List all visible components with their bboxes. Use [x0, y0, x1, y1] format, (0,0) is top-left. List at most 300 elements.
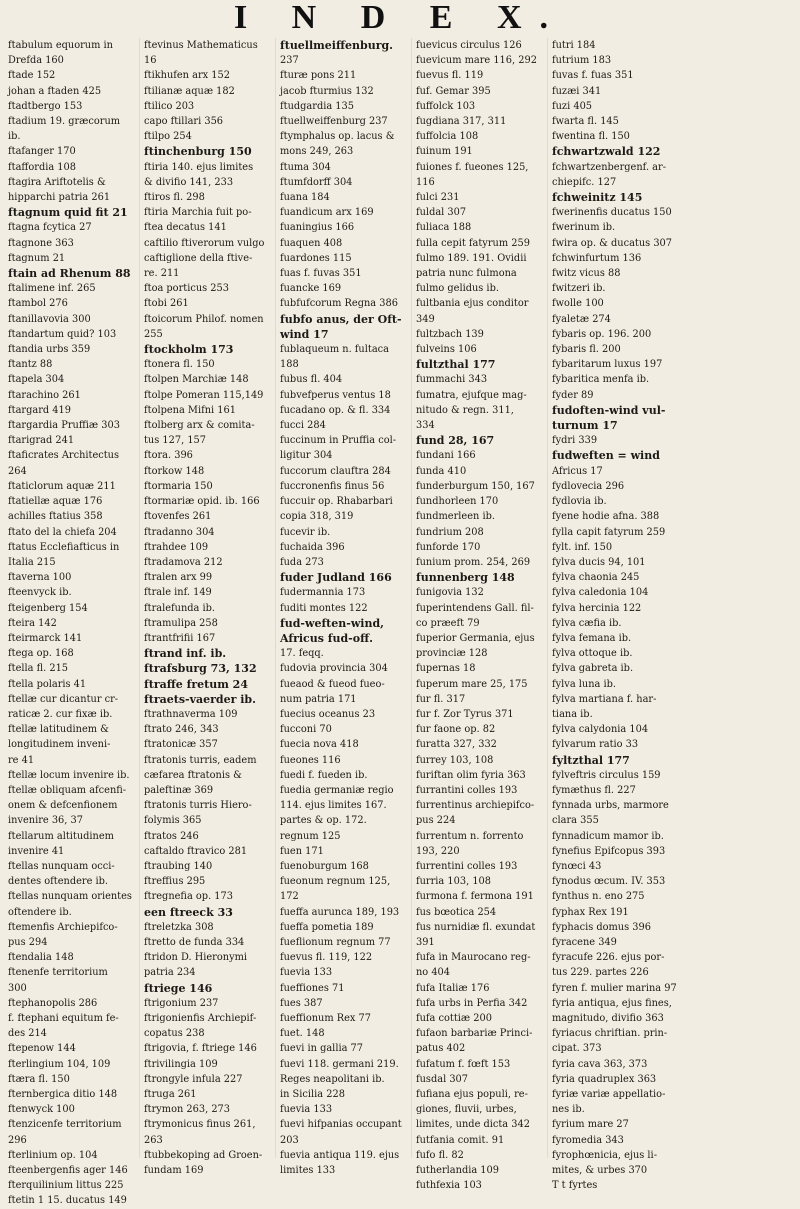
index-entry: fuperum mare 25, 175 [416, 678, 528, 690]
index-entry: fwitz vicus 88 [552, 268, 621, 280]
index-entry: num patria 171 [280, 693, 357, 705]
index-entry: furatta 327, 332 [416, 739, 497, 751]
index-entry: fublaqueum n. fultaca [280, 344, 389, 356]
index-entry: achilles ftatius 358 [8, 511, 103, 523]
index-entry: copia 318, 319 [280, 511, 354, 523]
index-entry: ftiros fl. 298 [144, 192, 205, 204]
index-entry: ftandia urbs 359 [8, 344, 91, 356]
index-entry: fwira op. & ducatus 307 [552, 237, 673, 249]
index-entry: fuevi 118. germani 219. [280, 1058, 399, 1070]
index-entry: ftora. 396 [144, 450, 193, 462]
index-entry: 255 [144, 328, 163, 340]
index-entry: ftrantfrifii 167 [144, 632, 216, 644]
index-entry: fchweinitz 145 [552, 191, 643, 205]
index-entry: fyrium mare 27 [552, 1119, 629, 1131]
index-entry: futri 184 [552, 40, 596, 51]
index-entry: provinciæ 128 [416, 648, 488, 660]
index-entry: fuccinum in Pruffia col- [280, 435, 397, 447]
index-entry: ftramulipa 258 [144, 617, 218, 629]
index-column-5 [550, 38, 683, 1192]
index-entry: fuaningius 166 [280, 222, 355, 234]
index-entry: fuevus fl. 119, 122 [280, 952, 373, 964]
index-entry: 193, 220 [416, 845, 460, 857]
index-entry: ftrymon 263, 273 [144, 1104, 231, 1116]
index-entry: fuana 184 [280, 192, 330, 204]
index-entry: fylvarum ratio 33 [552, 739, 639, 751]
index-entry: fufaon barbariæ Princi- [416, 1028, 533, 1040]
index-entry: fyriacus chriftian. prin- [552, 1028, 668, 1040]
index-entry: ftormaria 150 [144, 480, 213, 492]
index-entry: fundam 169 [144, 1165, 204, 1177]
index-entry: fchwartzenbergenf. ar- [552, 161, 667, 173]
index-entry: ftrigovia, f. ftriege 146 [144, 1043, 257, 1055]
index-entry: 300 [8, 982, 27, 994]
index-entry: ftella fl. 215 [8, 663, 69, 675]
index-entry: limites 133 [280, 1165, 336, 1177]
index-entry: fuiones f. fueones 125, [416, 161, 529, 173]
index-entry: fultzthal 177 [416, 358, 496, 372]
index-entry: ftrahdee 109 [144, 541, 209, 553]
index-entry: ftato del la chiefa 204 [8, 526, 117, 538]
index-entry: fuevia antiqua 119. ejus [280, 1149, 400, 1161]
index-entry: fudovia provincia 304 [280, 663, 388, 675]
index-entry: ftadium 19. græcorum [8, 116, 121, 128]
index-entry: ftafanger 170 [8, 146, 76, 158]
index-entry: invenire 41 [8, 845, 65, 857]
index-entry: ftrivilingia 109 [144, 1058, 218, 1070]
index-entry: ftubbekoping ad Groen- [144, 1149, 263, 1161]
index-entry: fultzbach 139 [416, 328, 484, 340]
index-entry: fylva hercinia 122 [552, 602, 642, 614]
index-entry: ftratonis turris Hiero- [144, 800, 252, 812]
index-entry: fternbergica ditio 148 [8, 1089, 118, 1101]
index-entry: futhfexia 103 [416, 1180, 482, 1192]
index-entry: 264 [8, 465, 27, 477]
index-entry: & divifio 141, 233 [144, 176, 234, 188]
index-entry: fuccorum clauftra 284 [280, 465, 391, 477]
index-entry: f. ftephani equitum fe- [8, 1013, 119, 1024]
index-entry: ftellas nunquam orientes [8, 891, 132, 903]
index-entry: fuzæi 341 [552, 85, 602, 97]
index-entry: ftega op. 168 [8, 648, 74, 660]
index-entry: fynefius Epifcopus 393 [552, 845, 666, 857]
index-entry: ftratonicæ 357 [144, 739, 218, 751]
index-entry: fynœci 43 [552, 860, 602, 872]
index-entry: folymis 365 [144, 815, 202, 827]
index-entry: ftraets-vaerder ib. [144, 692, 256, 706]
index-entry: fugdiana 317, 311 [416, 116, 507, 128]
index-columns [6, 38, 796, 1207]
index-entry: fubus fl. 404 [280, 374, 343, 386]
index-entry: fynnada urbs, marmore [552, 800, 669, 812]
index-entry: fuevicum mare 116, 292 [416, 55, 537, 67]
index-entry: fuenoburgum 168 [280, 860, 369, 872]
index-entry: ftratos 246 [144, 830, 199, 842]
index-entry: ftrafsburg 73, 132 [144, 662, 257, 676]
index-entry: fubvefperus ventus 18 [280, 389, 391, 401]
index-entry: cipat. 373 [552, 1043, 602, 1055]
index-entry: cæfarea ftratonis & [144, 769, 242, 781]
index-entry: fyria antiqua, ejus fines, [552, 997, 672, 1009]
index-entry: fudweften = wind [552, 449, 660, 463]
index-entry: fylt. inf. 150 [552, 541, 613, 553]
index-entry: 296 [8, 1134, 27, 1146]
index-entry: ftellæ cur dicantur cr- [8, 693, 119, 705]
index-entry: T t fyrtes [552, 1180, 598, 1192]
index-entry: fuedi f. fueden ib. [280, 769, 368, 781]
index-entry: ftockholm 173 [144, 343, 234, 357]
index-entry: fynthus n. eno 275 [552, 891, 645, 903]
index-entry: ftarachino 261 [8, 389, 81, 401]
index-entry: fyracufe 226. ejus por- [552, 952, 665, 964]
index-entry: fteenvyck ib. [8, 587, 72, 599]
index-entry: fuevicus circulus 126 [416, 40, 522, 51]
index-entry: fulci 231 [416, 192, 460, 204]
index-entry: dentes oftendere ib. [8, 876, 109, 888]
index-entry: fuperior Germania, ejus [416, 632, 535, 644]
index-entry: copatus 238 [144, 1028, 205, 1040]
index-entry: fybaritica menfa ib. [552, 374, 650, 386]
index-entry: ftadtbergo 153 [8, 100, 83, 112]
index-entry: fuldal 307 [416, 207, 467, 219]
index-entry: ftoa porticus 253 [144, 283, 229, 295]
index-entry: ftreletzka 308 [144, 921, 214, 933]
index-entry: ftellarum altitudinem [8, 830, 114, 842]
index-entry: fulmo gelidus ib. [416, 283, 499, 295]
index-entry: furrantini colles 193 [416, 784, 518, 796]
index-entry: furiftan olim fyria 363 [416, 769, 526, 781]
index-entry: caftaldo ftravico 281 [144, 845, 248, 857]
index-entry: ftea decatus 141 [144, 222, 227, 234]
index-entry: fur faone op. 82 [416, 724, 496, 736]
index-entry: fymæthus fl. 227 [552, 784, 636, 796]
index-entry: fund 28, 167 [416, 434, 495, 448]
index-entry: ftapela 304 [8, 374, 65, 386]
index-entry: 16 [144, 55, 157, 67]
index-entry: ftratonis turris, eadem [144, 754, 257, 766]
index-entry: Reges neapolitani ib. [280, 1073, 385, 1085]
index-column-3 [278, 38, 412, 1177]
index-entry: fuevia 133 [280, 967, 333, 979]
index-entry: fueflionum regnum 77 [280, 936, 391, 948]
index-entry: fur f. Zor Tyrus 371 [416, 708, 514, 720]
index-entry: fynodus œcum. IV. 353 [552, 876, 666, 888]
index-entry: ftepenow 144 [8, 1043, 76, 1055]
index-entry: johan a ftaden 425 [8, 85, 102, 97]
index-entry: fud-weften-wind, [280, 616, 384, 630]
index-entry: fulla cepit fatyrum 259 [416, 237, 530, 249]
index-entry: ftella polaris 41 [8, 678, 87, 690]
index-entry: caftiglione della ftive- [144, 252, 253, 264]
index-entry: clara 355 [552, 815, 599, 827]
index-entry: ftetin 1 15. ducatus 149 [8, 1195, 127, 1207]
index-entry: fuditi montes 122 [280, 602, 368, 614]
index-entry: fuevi in gallia 77 [280, 1043, 364, 1055]
index-entry: fuet. 148 [280, 1028, 325, 1040]
index-entry: fubfufcorum Regna 386 [280, 298, 398, 310]
index-entry: fuliaca 188 [416, 222, 472, 234]
index-entry: ftæra fl. 150 [8, 1073, 70, 1085]
index-entry: fupernas 18 [416, 663, 476, 675]
index-entry: fuevia 133 [280, 1104, 333, 1116]
index-entry: ftellæ obliquam afcenfi- [8, 784, 127, 796]
index-entry: onem & defcenfionem [8, 800, 118, 812]
index-entry: raticæ 2. cur fixæ ib. [8, 708, 113, 720]
index-entry: funium prom. 254, 269 [416, 556, 531, 568]
index-entry: ftumfdorff 304 [280, 176, 353, 188]
index-entry: re 41 [8, 754, 35, 766]
index-entry: fchwinfurtum 136 [552, 252, 642, 264]
index-entry: invenire 36, 37 [8, 815, 83, 827]
index-entry: fylva luna ib. [552, 678, 617, 690]
index-entry: ftellæ locum invenire ib. [8, 769, 130, 781]
index-entry: ftraubing 140 [144, 860, 213, 872]
index-entry: ftabulum equorum in [8, 40, 113, 51]
index-entry: ftilico 203 [144, 100, 195, 112]
index-entry: fulmo 189. 191. Ovidii [416, 252, 527, 264]
index-entry: Africus 17 [552, 465, 603, 477]
index-entry: funigovia 132 [416, 587, 484, 599]
index-entry: fudoften-wind vul- [552, 403, 666, 417]
index-entry: fybaritarum luxus 197 [552, 359, 663, 371]
index-entry: fufa in Maurocano reg- [416, 952, 531, 964]
index-entry: fuder Judland 166 [280, 571, 392, 585]
index-entry: ftridon D. Hieronymi [144, 952, 248, 964]
index-entry: ftolberg arx & comita- [144, 420, 255, 432]
index-entry: fus bœotica 254 [416, 906, 497, 918]
index-entry: fuardones 115 [280, 252, 352, 264]
index-entry: fyracene 349 [552, 936, 617, 948]
index-entry: turnum 17 [552, 419, 618, 433]
index-entry: partes & op. 172. [280, 815, 367, 827]
index-entry: nes ib. [552, 1104, 585, 1116]
index-entry: ib. [8, 131, 21, 143]
index-entry: een ftreeck 33 [144, 905, 233, 919]
index-entry: fuffolcia 108 [416, 131, 479, 143]
index-entry: fuffolck 103 [416, 100, 476, 112]
index-entry: ftolpe Pomeran 115,149 [144, 389, 264, 401]
index-entry: 334 [416, 420, 435, 432]
index-entry: fueffionum Rex 77 [280, 1013, 372, 1024]
index-entry: giones, fluvii, urbes, [416, 1104, 517, 1116]
index-entry: hipparchi patria 261 [8, 192, 111, 204]
index-entry: fylva martiana f. har- [552, 693, 657, 705]
index-entry: fyene hodie afna. 388 [552, 511, 660, 523]
index-entry: fur fl. 317 [416, 693, 466, 705]
index-entry: ftuma 304 [280, 161, 331, 173]
index-entry: fwarta fl. 145 [552, 116, 619, 128]
index-entry: fydlovecia 296 [552, 480, 625, 492]
index-entry: fchwartzwald 122 [552, 145, 661, 159]
index-entry: ftantz 88 [8, 359, 53, 371]
index-entry: mons 249, 263 [280, 146, 354, 158]
index-entry: fuas f. fuvas 351 [280, 268, 362, 280]
index-entry: tiana ib. [552, 708, 593, 720]
index-entry: fylva caledonia 104 [552, 587, 649, 599]
index-entry: fyriæ variæ appellatio- [552, 1089, 666, 1101]
index-entry: fynnadicum mamor ib. [552, 830, 664, 842]
index-entry: ftreffius 295 [144, 876, 206, 888]
index-entry: funda 410 [416, 465, 467, 477]
index-entry: fyltzthal 177 [552, 753, 630, 767]
index-entry: ftiria 140. ejus limites [144, 161, 254, 173]
index-entry: Drefda 160 [8, 55, 64, 67]
index-entry: regnum 125 [280, 830, 341, 842]
index-entry: fyria cava 363, 373 [552, 1058, 648, 1070]
index-entry: fuvas f. fuas 351 [552, 70, 634, 82]
index-entry: fultbania ejus conditor [416, 298, 529, 310]
index-entry: fturæ pons 211 [280, 70, 357, 82]
index-entry: ftradamova 212 [144, 556, 223, 568]
index-column-2 [142, 38, 276, 1177]
index-entry: fydri 339 [552, 435, 598, 447]
index-entry: funforde 170 [416, 541, 481, 553]
index-entry: ftregnefia op. 173 [144, 891, 234, 903]
index-entry: fuancke 169 [280, 283, 342, 295]
index-entry: Africus fud-off. [280, 631, 373, 645]
index-entry: ftikhufen arx 152 [144, 70, 230, 82]
index-entry: fylva chaonia 245 [552, 572, 640, 584]
index-entry: fteira 142 [8, 617, 57, 629]
index-entry: furmona f. fermona 191 [416, 891, 534, 903]
index-entry: 237 [280, 55, 299, 67]
index-entry: fuda 273 [280, 556, 324, 568]
index-entry: fuandicum arx 169 [280, 207, 374, 219]
index-entry: ftaverna 100 [8, 572, 72, 584]
index-entry: ftaticlorum aquæ 211 [8, 480, 116, 492]
index-entry: ftrigonienfis Archiepif- [144, 1013, 257, 1024]
index-entry: fuperintendens Gall. fil- [416, 602, 534, 614]
index-entry: ftolpen Marchiæ 148 [144, 374, 249, 386]
page-header: I N D E X. [233, 0, 567, 36]
index-entry: fuccuir op. Rhabarbari [280, 496, 393, 508]
index-entry: ftrymonicus finus 261, [144, 1119, 256, 1131]
index-entry: fufa cottiæ 200 [416, 1013, 492, 1024]
index-entry: fus nurnidiæ fl. exundat [416, 921, 536, 933]
index-entry: ftrigonium 237 [144, 997, 219, 1009]
index-entry: fuedia germaniæ regio [280, 784, 394, 796]
index-entry: ftagna fcytica 27 [8, 222, 92, 234]
index-entry: in Sicilia 228 [280, 1089, 345, 1101]
index-entry: ftrand inf. ib. [144, 647, 227, 661]
index-entry: fylveftris circulus 159 [552, 769, 661, 781]
index-entry: ftorkow 148 [144, 465, 205, 477]
index-entry: wind 17 [280, 327, 329, 341]
index-entry: fterquilinium littus 225 [8, 1180, 124, 1192]
index-entry: 17. feqq. [280, 648, 324, 660]
index-entry: caftilio ftiverorum vulgo [144, 237, 265, 249]
index-entry: no 404 [416, 967, 451, 979]
index-entry: patria nunc fulmona [416, 268, 517, 280]
index-entry: fuevi hifpanias occupant [280, 1119, 402, 1131]
index-entry: fucevir ib. [280, 526, 331, 538]
index-entry: ftatiellæ aquæ 176 [8, 496, 103, 508]
index-entry: fufatum f. fœft 153 [416, 1058, 511, 1070]
index-entry: fyrophœnicia, ejus li- [552, 1149, 658, 1161]
index-entry: fybaris fl. 200 [552, 344, 621, 356]
index-entry: fuinum 191 [416, 146, 473, 158]
index-entry: patria 234 [144, 967, 196, 979]
index-entry: ftobi 261 [144, 298, 189, 310]
index-entry: fufa Italiæ 176 [416, 982, 490, 994]
index-entry: ftovenfes 261 [144, 511, 212, 523]
index-entry: fyria quadruplex 363 [552, 1073, 657, 1085]
index-entry: fucadano op. & fl. 334 [280, 404, 391, 416]
index-entry: jacob fturmius 132 [280, 85, 374, 97]
index-entry: fwerinum ib. [552, 222, 616, 234]
index-entry: fteirmarck 141 [8, 632, 83, 644]
index-entry: ftambol 276 [8, 298, 68, 310]
index-entry: fwitzeri ib. [552, 283, 606, 295]
index-entry: ftaffordia 108 [8, 161, 77, 173]
index-entry: fueffa pometia 189 [280, 921, 374, 933]
index-entry: fummachi 343 [416, 374, 488, 386]
index-entry: 114. ejus limites 167. [280, 800, 387, 812]
index-entry: ftevinus Mathematicus [144, 40, 258, 51]
index-entry: ftain ad Rhenum 88 [8, 267, 131, 281]
index-entry: 203 [280, 1134, 299, 1146]
index-entry: fueaod & fueod fueo- [280, 678, 385, 690]
index-entry: funderburgum 150, 167 [416, 480, 535, 492]
index-entry: ftagnone 363 [8, 237, 74, 249]
index-entry: ftrathnaverma 109 [144, 708, 238, 720]
index-entry: fumatra, ejufque mag- [416, 389, 527, 401]
index-entry: capo ftillari 356 [144, 116, 224, 128]
index-entry: fudermannia 173 [280, 587, 366, 599]
index-entry: fterlinium op. 104 [8, 1149, 98, 1161]
index-entry: oftendere ib. [8, 906, 72, 918]
index-entry: 188 [280, 359, 299, 371]
index-entry: fucconi 70 [280, 724, 332, 736]
index-entry: fybaris op. 196. 200 [552, 328, 652, 340]
index-entry: 263 [144, 1134, 163, 1146]
index-entry: fyren f. mulier marina 97 [552, 982, 677, 994]
index-entry: ftade 152 [8, 70, 56, 82]
index-entry: ftrongyle infula 227 [144, 1073, 243, 1085]
index-entry: tus 229. partes 226 [552, 967, 649, 979]
index-entry: ftoicorum Philof. nomen [144, 313, 264, 325]
index-entry: ftrato 246, 343 [144, 724, 219, 736]
index-entry: 349 [416, 313, 435, 325]
index-entry: fyphacis domus 396 [552, 921, 651, 933]
index-entry: fyphax Rex 191 [552, 906, 629, 918]
index-entry: futfania comit. 91 [416, 1134, 505, 1146]
index-entry: fuccronenfis finus 56 [280, 480, 385, 492]
index-entry: ftradanno 304 [144, 526, 215, 538]
index-entry: fuecia nova 418 [280, 739, 359, 751]
index-entry: 172 [280, 891, 299, 903]
index-entry: fylva ottoque ib. [552, 648, 633, 660]
index-entry: ftuellweiffenburg 237 [280, 116, 388, 128]
index-entry: magnitudo, divifio 363 [552, 1013, 664, 1024]
index-entry: co præeft 79 [416, 617, 480, 629]
index-entry: ftilianæ aquæ 182 [144, 85, 235, 97]
index-entry: fufa urbs in Perfia 342 [416, 997, 528, 1009]
index-entry: fyromedia 343 [552, 1134, 624, 1146]
index-entry: fuen 171 [280, 845, 324, 857]
index-entry: fueonum regnum 125, [280, 876, 391, 888]
index-entry: ftriege 146 [144, 981, 213, 995]
index-entry: ligitur 304 [280, 450, 333, 462]
index-entry: des 214 [8, 1028, 47, 1040]
index-entry: fueones 116 [280, 754, 341, 766]
index-entry: fueffa auruncа 189, 193 [280, 906, 400, 918]
index-entry: chiepifc. 127 [552, 176, 617, 188]
index-entry: ftalimene inf. 265 [8, 283, 96, 295]
index-entry: ftrale inf. 149 [144, 587, 212, 599]
index-entry: fyder 89 [552, 389, 594, 401]
index-entry: ftuellmeiffenburg. [280, 39, 394, 52]
